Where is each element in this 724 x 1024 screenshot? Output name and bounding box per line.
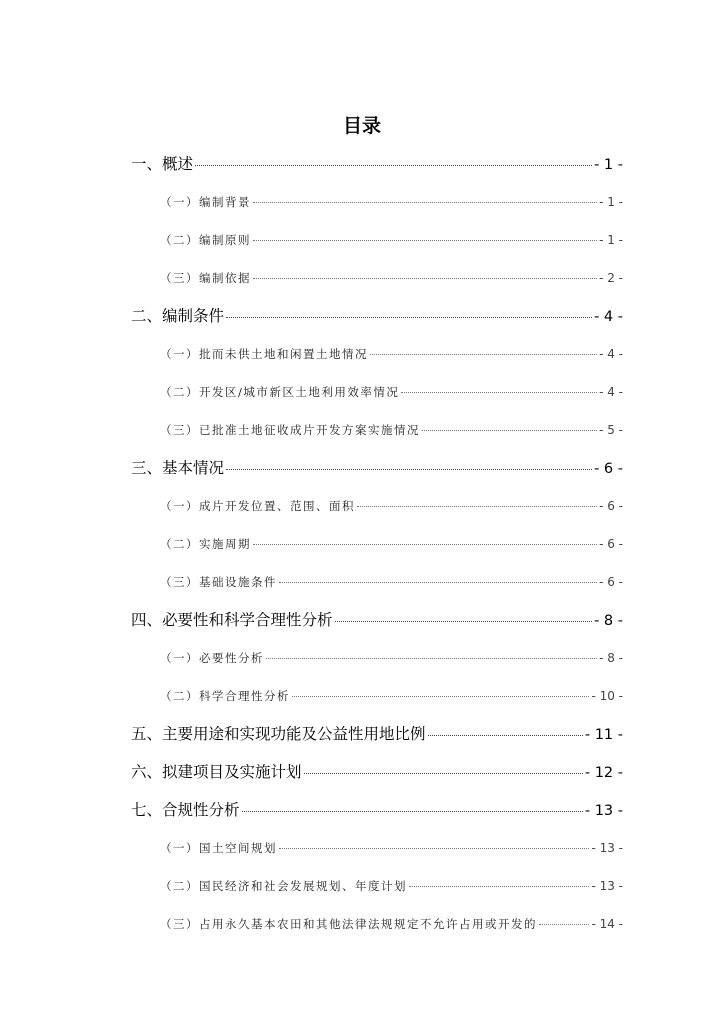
- toc-page-number: - 8 -: [599, 651, 623, 665]
- toc-entry-label: 一、概述: [131, 155, 194, 173]
- toc-entry-label: 七、合规性分析: [131, 801, 240, 819]
- toc-entry-label: （一）批而未供土地和闲置土地情况: [160, 347, 368, 361]
- toc-section-entry[interactable]: [160, 534, 623, 554]
- toc-dot-leader: [357, 505, 597, 507]
- toc-entry-label: （一）成片开发位置、范围、面积: [160, 499, 355, 513]
- toc-page-number: - 4 -: [599, 385, 623, 399]
- toc-chapter-entry[interactable]: [131, 304, 623, 328]
- toc-entry-label: （三）已批准土地征收成片开发方案实施情况: [160, 423, 420, 437]
- toc-page-number: - 4 -: [594, 309, 623, 325]
- toc-section-entry[interactable]: [160, 648, 623, 668]
- toc-dot-leader: [304, 772, 583, 774]
- toc-dot-leader: [253, 201, 597, 203]
- toc-dot-leader: [226, 468, 592, 470]
- toc-entry-label: （二）编制原则: [160, 233, 251, 247]
- toc-dot-leader: [370, 353, 597, 355]
- toc-page-number: - 8 -: [594, 613, 623, 629]
- toc-entry-label: 二、编制条件: [131, 307, 225, 325]
- toc-entry-label: （三）编制依据: [160, 271, 251, 285]
- toc-chapter-entry[interactable]: [131, 152, 623, 176]
- toc-page-number: - 5 -: [599, 423, 623, 437]
- toc-section-entry[interactable]: [160, 838, 623, 858]
- toc-page-number: - 14 -: [591, 917, 623, 931]
- toc-dot-leader: [279, 847, 589, 849]
- toc-section-entry[interactable]: [160, 914, 623, 934]
- toc-page-number: - 13 -: [584, 803, 623, 819]
- toc-page-number: - 1 -: [594, 157, 623, 173]
- toc-chapter-entry[interactable]: [131, 798, 623, 822]
- toc-entry-label: （二）科学合理性分析: [160, 689, 290, 703]
- toc-entry-label: （一）编制背景: [160, 195, 251, 209]
- toc-section-entry[interactable]: [160, 496, 623, 516]
- toc-dot-leader: [335, 620, 593, 622]
- toc-dot-leader: [266, 657, 597, 659]
- toc-dot-leader: [409, 885, 589, 887]
- toc-page-number: - 6 -: [599, 499, 623, 513]
- toc-section-entry[interactable]: [160, 268, 623, 288]
- toc-dot-leader: [253, 277, 597, 279]
- toc-page-number: - 6 -: [599, 575, 623, 589]
- toc-entry-label: 三、基本情况: [131, 459, 225, 477]
- toc-page-number: - 6 -: [594, 461, 623, 477]
- toc-dot-leader: [292, 695, 589, 697]
- toc-section-entry[interactable]: [160, 686, 623, 706]
- toc-section-entry[interactable]: [160, 192, 623, 212]
- toc-entry-label: （一）必要性分析: [160, 651, 264, 665]
- toc-entry-label: 五、主要用途和实现功能及公益性用地比例: [131, 725, 426, 743]
- toc-entry-label: 六、拟建项目及实施计划: [131, 763, 302, 781]
- toc-entry-label: （一）国土空间规划: [160, 841, 277, 855]
- toc-title: 目录: [342, 115, 381, 137]
- toc-dot-leader: [226, 316, 592, 318]
- toc-dot-leader: [428, 734, 583, 736]
- toc-dot-leader: [422, 429, 597, 431]
- toc-dot-leader: [401, 391, 597, 393]
- toc-page-number: - 10 -: [591, 689, 623, 703]
- toc-page-number: - 13 -: [591, 879, 623, 893]
- toc-page-number: - 1 -: [599, 195, 623, 209]
- toc-dot-leader: [253, 543, 597, 545]
- toc-section-entry[interactable]: [160, 420, 623, 440]
- toc-chapter-entry[interactable]: [131, 722, 623, 746]
- toc-page-number: - 11 -: [584, 727, 623, 743]
- toc-section-entry[interactable]: [160, 382, 623, 402]
- toc-entry-label: （二）实施周期: [160, 537, 251, 551]
- toc-entry-label: （三）占用永久基本农田和其他法律法规规定不允许占用或开发的: [160, 917, 537, 931]
- toc-page-number: - 4 -: [599, 347, 623, 361]
- toc-chapter-entry[interactable]: [131, 608, 623, 632]
- toc-entry-label: （三）基础设施条件: [160, 575, 277, 589]
- toc-section-entry[interactable]: [160, 876, 623, 896]
- toc-chapter-entry[interactable]: [131, 456, 623, 480]
- toc-entry-label: （二）开发区/城市新区土地利用效率情况: [160, 385, 400, 399]
- toc-dot-leader: [279, 581, 597, 583]
- toc-section-entry[interactable]: [160, 572, 623, 592]
- toc-page-number: - 6 -: [599, 537, 623, 551]
- toc-dot-leader: [253, 239, 597, 241]
- toc-dot-leader: [242, 810, 583, 812]
- toc-page-number: - 13 -: [591, 841, 623, 855]
- toc-page-number: - 1 -: [599, 233, 623, 247]
- toc-section-entry[interactable]: [160, 230, 623, 250]
- toc-chapter-entry[interactable]: [131, 760, 623, 784]
- toc-entry-label: 四、必要性和科学合理性分析: [131, 611, 333, 629]
- toc-page-number: - 2 -: [599, 271, 623, 285]
- toc-section-entry[interactable]: [160, 344, 623, 364]
- toc-dot-leader: [195, 164, 592, 166]
- toc-page-number: - 12 -: [584, 765, 623, 781]
- toc-entry-label: （二）国民经济和社会发展规划、年度计划: [160, 879, 407, 893]
- toc-dot-leader: [539, 923, 589, 925]
